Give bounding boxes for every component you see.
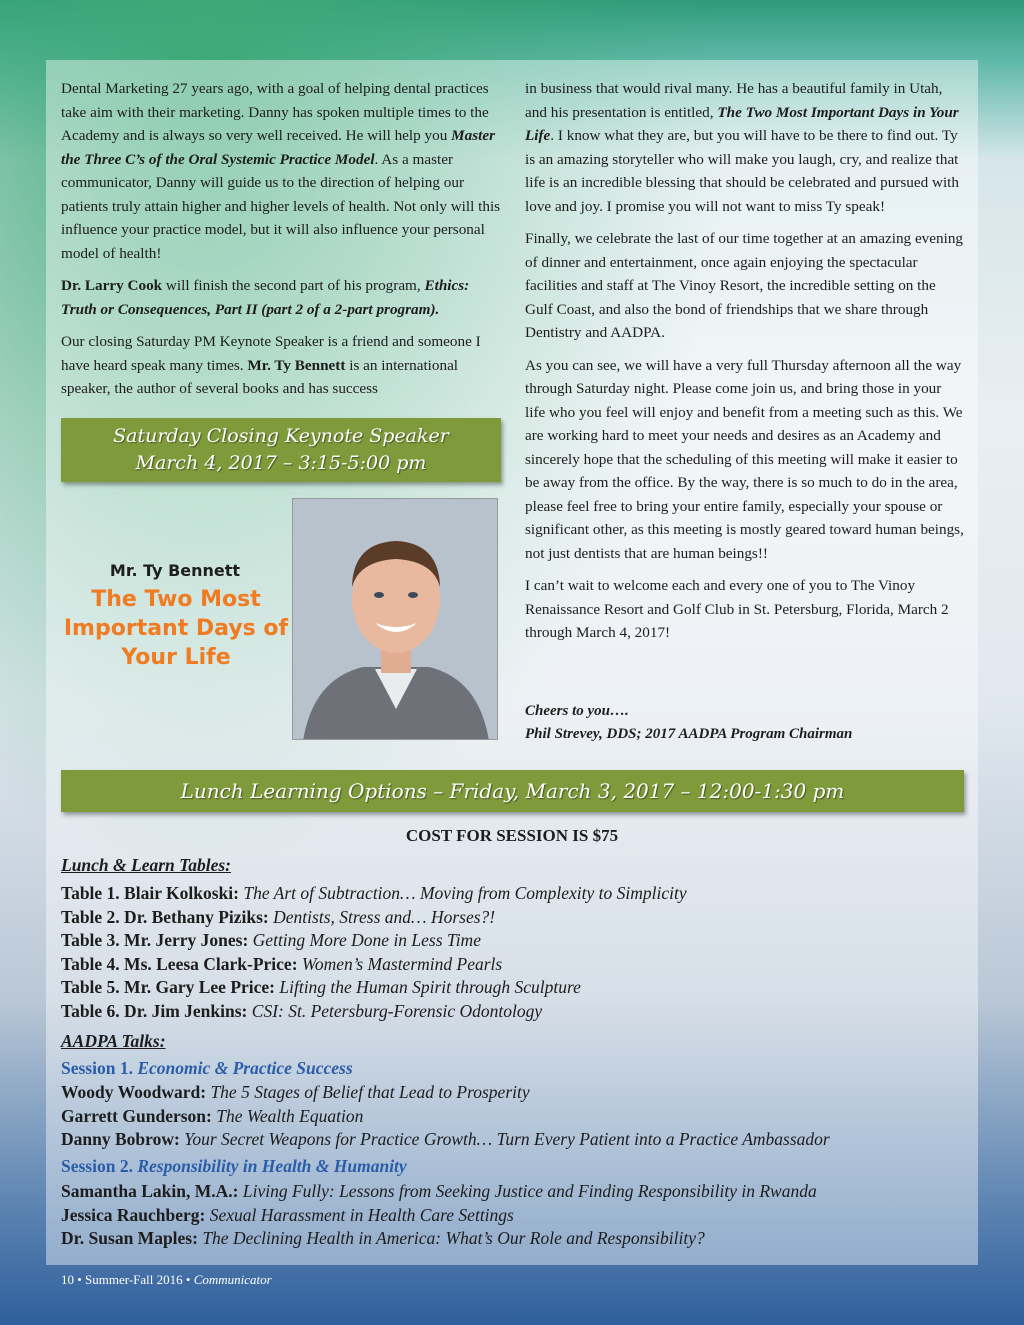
list-item — [61, 1000, 981, 1024]
signoff-name: Phil Strevey, DDS; 2017 AADPA Program Chairman — [525, 726, 853, 742]
session-cost: COST FOR SESSION IS $75 — [405, 826, 619, 845]
left-column — [61, 77, 501, 410]
item-title: Getting More Done in Less Time — [252, 930, 481, 950]
item-label: Woody Woodward: — [61, 1082, 207, 1102]
lunch-learn-heading: Lunch & Learn Tables: — [61, 855, 231, 875]
item-label: Dr. Susan Maples: — [61, 1228, 198, 1248]
paragraph-larry-cook: Dr. Larry Cook will finish the second part of his program, Ethics: Truth or Consequences, Part II (part 2 of a 2-part program). — [61, 277, 470, 318]
item-title: Sexual Harassment in Health Care Settings — [209, 1204, 514, 1225]
item-title: Your Secret Weapons for Practice Growth… Turn Every Patient into a Practice Ambassador — [184, 1129, 830, 1149]
speaker-talk-title: The Two Most Important Days of Your Life — [63, 587, 289, 670]
session-1-heading: Session 1. Economic & Practice Success — [61, 1058, 353, 1078]
session-2-heading: Session 2. Responsibility in Health & Humanity — [61, 1156, 407, 1176]
paragraph-keynote-intro: Our closing Saturday PM Keynote Speaker is a friend and someone I have heard speak many times. Mr. Ty Bennett is an international speaker, the author of several books and has success — [61, 333, 481, 397]
lunch-tables-list — [61, 882, 981, 1023]
keynote-banner — [61, 418, 501, 482]
item-title: The Art of Subtraction… Moving from Complexity to Simplicity — [243, 883, 687, 903]
item-title: Women’s Mastermind Pearls — [301, 953, 503, 974]
item-label: Danny Bobrow: — [61, 1129, 180, 1149]
list-item — [61, 1128, 981, 1152]
item-label: Table 5. Mr. Gary Lee Price: — [61, 977, 275, 997]
speaker-name: Mr. Ty Bennett — [109, 561, 241, 580]
paragraph-invitation: As you can see, we will have a very full Thursday afternoon all the way through Saturday night. Please come join us, and bring those in your life who you feel will enjoy and benefit from a meeting such as this. We are working hard to meet your needs and desires as an Academy and sincerely hope that the scheduling of this meeting will make it easier to be away from the office. By the way, there is so much to do in the area, please feel free to bring your entire family, especially your spouse or significant other, as this meeting is mostly geared toward human beings, not just dentists that are human beings!! — [525, 356, 964, 562]
item-title: The 5 Stages of Belief that Lead to Prosperity — [210, 1082, 530, 1102]
page-footer: 10 • Summer-Fall 2016 • Communicator — [61, 1272, 272, 1287]
list-item — [61, 953, 981, 977]
paragraph-ty-bennett: in business that would rival many. He has a beautiful family in Utah, and his presentation is entitled, The Two Most Important Days in Your Life. I know what they are, but you will have to be there to find out. Ty is an amazing storyteller who will make you laugh, cry, and realize that life is an incredible blessing that should be celebrated and pursued with love and joy. I promise you will not want to miss Ty speak! — [525, 80, 959, 215]
right-column — [525, 77, 965, 654]
item-label: Table 4. Ms. Leesa Clark-Price: — [61, 953, 298, 974]
item-title: Living Fully: Lessons from Seeking Justice and Finding Responsibility in Rwanda — [242, 1181, 817, 1201]
list-item — [61, 1081, 981, 1105]
item-title: Dentists, Stress and… Horses?! — [273, 906, 496, 927]
list-item — [61, 906, 981, 930]
item-title: CSI: St. Petersburg-Forensic Odontology — [251, 1000, 543, 1021]
item-title: Lifting the Human Spirit through Sculpture — [279, 977, 581, 997]
speaker-photo — [292, 498, 498, 740]
portrait-icon — [293, 499, 498, 740]
keynote-banner-line1: Saturday Closing Keynote Speaker — [113, 425, 449, 447]
list-item — [61, 1105, 981, 1129]
item-label: Table 6. Dr. Jim Jenkins: — [61, 1000, 248, 1021]
keynote-banner-line2: March 4, 2017 – 3:15-5:00 pm — [135, 452, 427, 474]
lunch-banner: Lunch Learning Options – Friday, March 3, 2017 – 12:00-1:30 pm — [61, 770, 964, 812]
session-2-talks — [61, 1180, 981, 1251]
item-label: Table 1. Blair Kolkoski: — [61, 883, 239, 903]
list-item — [61, 1180, 981, 1204]
aadpa-talks-heading: AADPA Talks: — [61, 1031, 166, 1051]
item-label: Samantha Lakin, M.A.: — [61, 1181, 239, 1201]
session-1-talks — [61, 1081, 981, 1152]
signoff-greeting: Cheers to you…. — [525, 703, 629, 719]
item-title: The Wealth Equation — [216, 1105, 364, 1126]
item-label: Table 3. Mr. Jerry Jones: — [61, 930, 249, 950]
paragraph-danny: Dental Marketing 27 years ago, with a goal of helping dental practices take aim with their marketing. Danny has spoken multiple times to the Academy and is always so very well received. He will help you Master the Three C’s of the Oral Systemic Practice Model. As a master communicator, Danny will guide us to the direction of helping our patients truly attain higher and higher levels of health. Not only will this influence your practice model, but it will also influence your personal model of health! — [61, 80, 501, 262]
list-item — [61, 1227, 981, 1251]
item-title: The Declining Health in America: What’s Our Role and Responsibility? — [202, 1228, 705, 1248]
paragraph-dinner: Finally, we celebrate the last of our time together at an amazing evening of dinner and entertainment, once again enjoying the spectacular facilities and staff at The Vinoy Resort, the incredible setting on the Gulf Coast, and also the bond of friendships that we share through Dentistry and AADPA. — [525, 230, 964, 341]
item-label: Garrett Gunderson: — [61, 1105, 212, 1126]
list-item — [61, 976, 981, 1000]
paragraph-welcome: I can’t wait to welcome each and every one of you to The Vinoy Renaissance Resort and Golf Club in St. Petersburg, Florida, March 2 through March 4, 2017! — [525, 577, 949, 641]
list-item — [61, 882, 981, 906]
item-label: Jessica Rauchberg: — [61, 1204, 206, 1225]
item-label: Table 2. Dr. Bethany Piziks: — [61, 906, 269, 927]
list-item — [61, 929, 981, 953]
list-item — [61, 1204, 981, 1228]
